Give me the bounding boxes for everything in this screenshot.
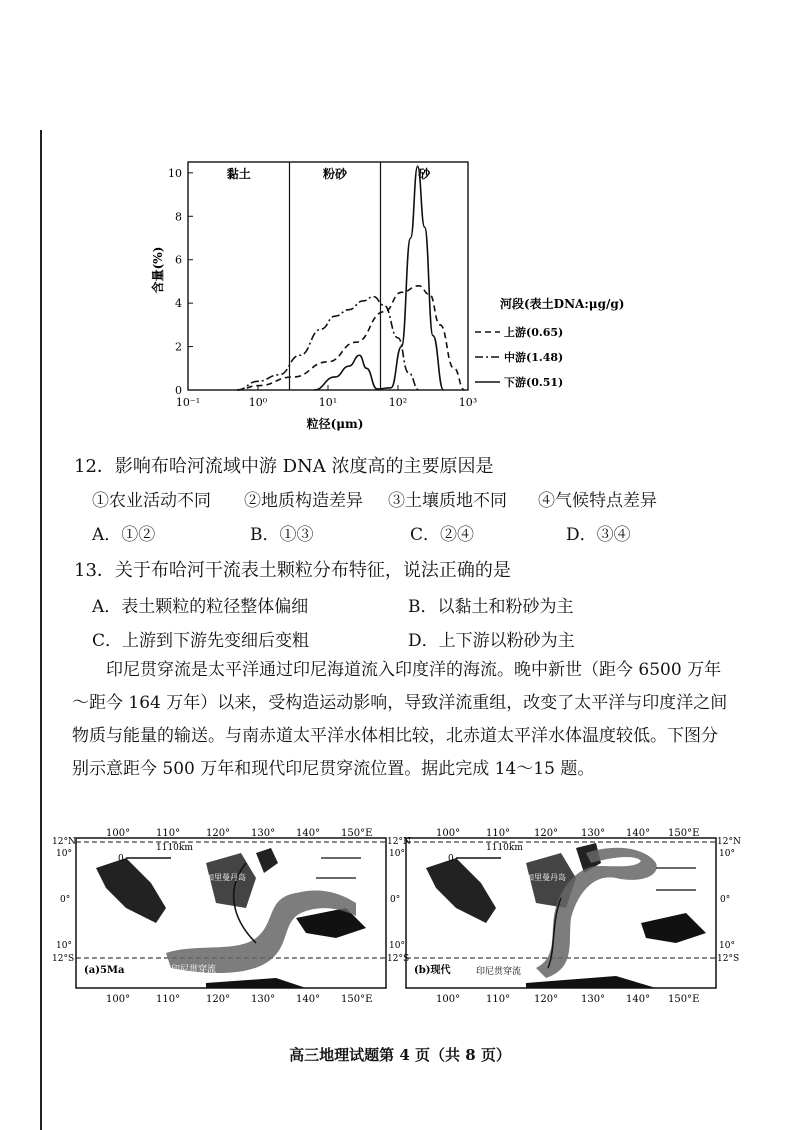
passage-text: 印尼贯穿流是太平洋通过印尼海道流入印度洋的海流。晚中新世（距今 6500 万年～距今 164 万年）以来，受构造运动影响，导致洋流重组，改变了太平洋与印度洋之间物质与能量的输送。与南赤道太平洋水体相比较，北赤道太平洋水体温度较低。下图分别示意距今 500 万年和现代印尼贯穿流位置。据此完成 14～15 题。 [72,660,728,779]
series-line-2 [237,297,419,390]
q12-stem: 12．影响布哈河流域中游 DNA 浓度高的主要原因是 [74,456,494,477]
map-b-top-tick-140: 140° [626,828,651,839]
map-b-right-tick-12s: 12°S [717,954,740,964]
x-tick-label: 10³ [458,396,478,409]
q12-item-3: ③土壤质地不同 [388,491,507,511]
q12-item-1: ①农业活动不同 [92,491,211,511]
map-a-left-tick-12s: 12°S [52,954,75,964]
x-tick-label: 10⁻¹ [175,396,201,409]
map-b-top-tick-100: 100° [436,828,461,839]
map-b-label: (b)现代 [414,965,451,976]
y-tick-label: 0 [175,384,182,397]
map-b-right-tick-10n: 10° [719,849,735,859]
map-b-scale: 1110km [486,843,523,853]
x-tick-label: 10⁰ [248,396,268,409]
plot-frame [188,162,468,390]
chart-x-axis-label: 粒径(μm) [306,417,364,431]
legend-entry-1: 上游(0.65) [504,326,564,339]
y-tick-label: 8 [175,210,182,224]
map-a-left-tick-10s: 10° [56,941,72,951]
map-a-scale: 1110km [156,843,193,853]
map-a-right-tick-0: 0° [390,895,401,905]
legend-entry-2: 中游(1.48) [504,351,564,364]
legend-entry-3: 下游(0.51) [504,376,564,389]
map-a-right-tick-10s: 10° [389,941,405,951]
map-b [406,838,716,988]
legend-title: 河段(表土DNA:μg/g) [500,297,625,311]
map-b-bottom-tick-120: 120° [534,994,559,1005]
x-tick-label: 10¹ [318,396,338,409]
map-a-scale-zero: 0 [118,854,124,864]
map-b-current-label: 印尼贯穿流 [476,967,522,977]
map-b-right-tick-0: 0° [720,895,731,905]
map-a-top-tick-130: 130° [251,828,276,839]
map-b-top-tick-120: 120° [534,828,559,839]
map-a-label: (a)5Ma [84,965,125,976]
map-b-bottom-tick-130: 130° [581,994,606,1005]
maps-svg [52,828,741,1008]
map-b-right-tick-12n: 12°N [717,837,741,847]
map-b-right-tick-10s: 10° [719,941,735,951]
map-b-bottom-tick-140: 140° [626,994,651,1005]
map-a-top-tick-140: 140° [296,828,321,839]
map-a-bottom-tick-150: 150°E [341,994,373,1005]
map-a-bottom-tick-110: 110° [156,994,181,1005]
page-footer: 高三地理试题第 4 页（共 8 页） [289,1046,511,1064]
map-b-bottom-tick-150: 150°E [668,994,700,1005]
q12-item-4: ④气候特点差异 [538,491,657,511]
passage [72,654,732,786]
map-b-top-tick-150: 150°E [668,828,700,839]
map-a-top-tick-120: 120° [206,828,231,839]
map-b-region-label: 加里曼丹岛 [526,873,566,882]
region-label: 砂 [418,167,431,181]
q12-choice-d[interactable]: D．③④ [566,525,631,545]
map-b-scale-zero: 0 [448,854,454,864]
q12-item-2: ②地质构造差异 [244,491,363,511]
map-b-bottom-tick-100: 100° [436,994,461,1005]
q12-choice-b[interactable]: B．①③ [250,525,314,545]
map-b-bottom-tick-110: 110° [486,994,511,1005]
region-label: 粉砂 [322,167,348,181]
map-a-current-label: 印尼贯穿流 [171,965,217,975]
map-a-left-tick-0: 0° [60,895,71,905]
chart-y-axis-label: 含量(%) [151,246,165,294]
map-a-bottom-tick-140: 140° [296,994,321,1005]
map-a-left-tick-10n: 10° [56,849,72,859]
q12-choice-a[interactable]: A．①② [92,525,156,545]
series-line-3 [314,166,444,390]
q12-choice-c[interactable]: C．②④ [410,525,475,545]
y-tick-label: 6 [175,253,182,267]
grain-size-chart [150,150,650,440]
q13-choice-b[interactable]: B．以黏土和粉砂为主 [408,597,574,617]
y-tick-label: 4 [175,297,182,311]
map-b-top-tick-130: 130° [581,828,606,839]
q13-choice-c[interactable]: C．上游到下游先变细后变粗 [92,631,310,651]
map-b-top-tick-110: 110° [486,828,511,839]
map-a-bottom-tick-130: 130° [251,994,276,1005]
margin-line [40,130,42,1130]
y-tick-label: 2 [175,340,182,354]
ocean-current-maps [52,828,741,1008]
map-a-top-tick-100: 100° [106,828,131,839]
map-a-right-tick-10n: 10° [389,849,405,859]
map-a-top-tick-150: 150°E [341,828,373,839]
q13-choice-a[interactable]: A．表土颗粒的粒径整体偏细 [92,597,309,617]
q13-stem: 13．关于布哈河干流表土颗粒分布特征，说法正确的是 [74,560,511,581]
map-a-region-label: 加里曼丹岛 [206,873,246,882]
map-a-left-tick-12n: 12°N [52,837,76,847]
map-a-bottom-tick-100: 100° [106,994,131,1005]
region-label: 黏土 [226,167,251,181]
map-a-bottom-tick-120: 120° [206,994,231,1005]
y-tick-label: 10 [168,166,182,180]
map-a-right-tick-12n: 12°N [387,837,411,847]
chart-svg [150,150,650,440]
x-tick-label: 10² [388,396,408,409]
map-a-right-tick-12s: 12°S [387,954,410,964]
q13-choice-d[interactable]: D．上下游以粉砂为主 [408,631,575,651]
map-a-top-tick-110: 110° [156,828,181,839]
map-a [76,838,386,988]
